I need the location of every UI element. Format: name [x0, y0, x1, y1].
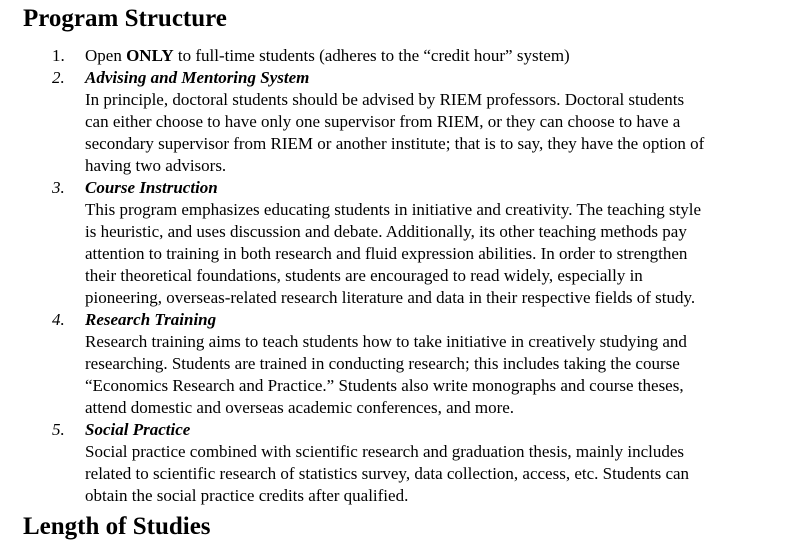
item-body	[85, 441, 793, 507]
list-number: 4.	[52, 310, 65, 329]
item-body-line: secondary supervisor from RIEM or another institute; that is to say, they have the option of	[85, 134, 705, 153]
item-body-line: This program emphasizes educating students in initiative and creativity. The teaching style	[85, 200, 702, 219]
item-body	[85, 199, 793, 309]
item-title: Research Training	[85, 310, 217, 329]
item-text-after: to full-time students (adheres to the “credit hour” system)	[173, 46, 570, 65]
item-body-line: having two advisors.	[85, 156, 227, 175]
item-body-line: “Economics Research and Practice.” Students also write monographs and course theses,	[85, 376, 684, 395]
item-body-line: related to scientific research of statistics survey, data collection, access, etc. Students can	[85, 464, 690, 483]
item-body-line: attention to training in both research and fluid expression abilities. In order to strengthen	[85, 244, 688, 263]
item-body-line: is heuristic, and uses discussion and debate. Additionally, its other teaching methods pay	[85, 222, 687, 241]
program-structure-list	[0, 45, 799, 507]
item-body	[85, 331, 793, 419]
item-text-before: Open	[85, 46, 127, 65]
item-body-line: pioneering, overseas-related research literature and data in their respective fields of study.	[85, 288, 696, 307]
item-body-line: researching. Students are trained in conducting research; this includes taking the course	[85, 354, 680, 373]
section-heading-length-of-studies: Length of Studies	[23, 513, 211, 540]
list-number: 1.	[52, 46, 65, 65]
item-text-emphasis: ONLY	[126, 46, 174, 65]
item-body-line: Social practice combined with scientific research and graduation thesis, mainly includes	[85, 442, 685, 461]
item-title: Advising and Mentoring System	[85, 68, 310, 87]
item-title: Social Practice	[85, 420, 191, 439]
item-body-line: attend domestic and overseas academic conferences, and more.	[85, 398, 515, 417]
list-item-5	[0, 419, 799, 507]
list-item-2	[0, 67, 799, 177]
list-item-1	[0, 45, 799, 67]
item-text	[85, 45, 799, 67]
list-item-3	[0, 177, 799, 309]
item-body	[85, 89, 793, 177]
list-number: 2.	[52, 68, 65, 87]
list-number: 5.	[52, 420, 65, 439]
item-body-line: can either choose to have only one supervisor from RIEM, or they can choose to have a	[85, 112, 681, 131]
section-heading-program-structure: Program Structure	[23, 5, 227, 32]
item-body-line: Research training aims to teach students how to take initiative in creatively studying and	[85, 332, 687, 351]
item-title: Course Instruction	[85, 178, 218, 197]
item-body-line: their theoretical foundations, students are encouraged to read widely, especially in	[85, 266, 643, 285]
item-body-line: obtain the social practice credits after qualified.	[85, 486, 409, 505]
list-number: 3.	[52, 178, 65, 197]
list-item-4	[0, 309, 799, 419]
item-body-line: In principle, doctoral students should be advised by RIEM professors. Doctoral students	[85, 90, 685, 109]
